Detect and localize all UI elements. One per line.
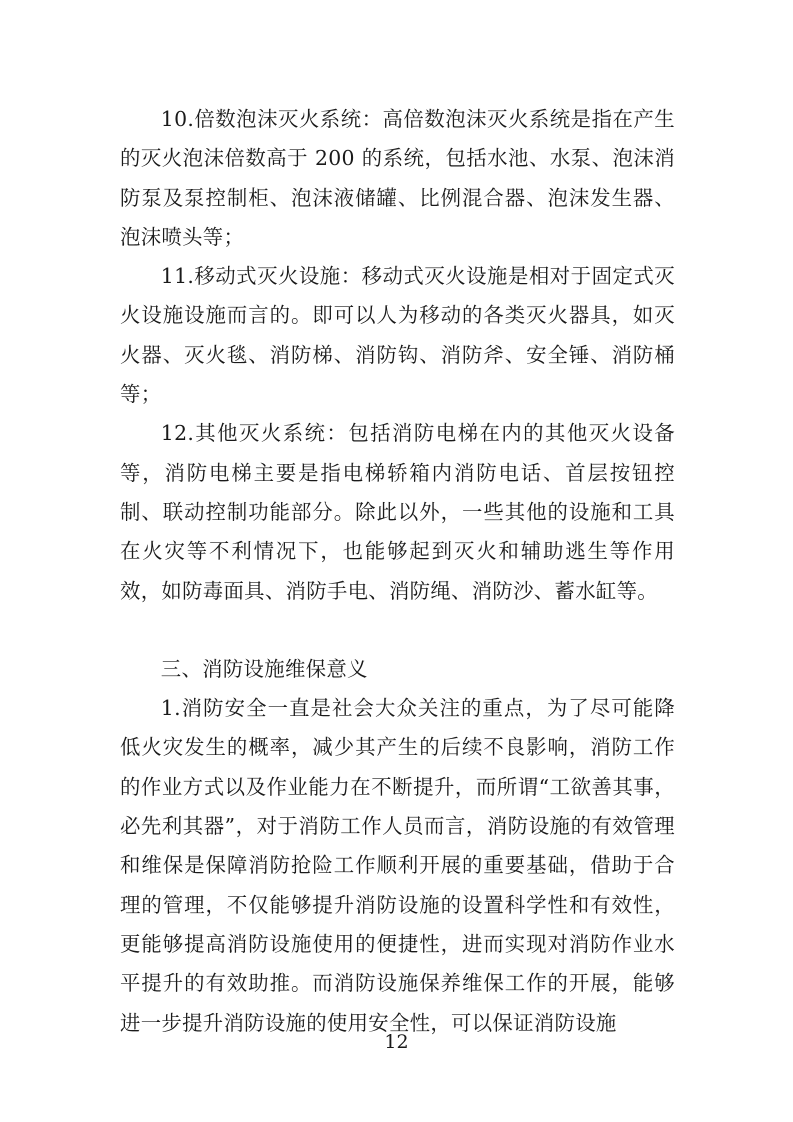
paragraph-mobile-extinguishing: 11.移动式灭火设施：移动式灭火设施是相对于固定式灭火设施设施而言的。即可以人为移动的各类灭火器具，如灭火器、灭火毯、消防梯、消防钩、消防斧、安全锤、消防桶等； — [120, 264, 675, 407]
paragraph-high-expansion-foam: 10.倍数泡沫灭火系统：高倍数泡沫灭火系统是指在产生的灭火泡沫倍数高于 200 的系统，包括水池、水泵、泡沫消防泵及泵控制柜、泡沫液储罐、比例混合器、泡沫发生器、泡沫喷头等； — [120, 107, 675, 249]
paragraph-maintenance-significance: 1.消防安全一直是社会大众关注的重点，为了尽可能降低火灾发生的概率，减少其产生的后续不良影响，消防工作的作业方式以及作业能力在不断提升，而所谓“工欲善其事，必先利其器”，对于消防工作人员而言，消防设施的有效管理和维保是保障消防抢险工作顺利开展的重要基础，借助于合理的管理，不仅能够提升消防设施的设置科学性和有效性，更能够提高消防设施使用的便捷性，进而实现对消防作业水平提升的有效助推。而消防设施保养维保工作的开展，能够进一步提升消防设施的使用安全性，可以保证消防设施 — [120, 696, 675, 1035]
page-content — [120, 100, 675, 1043]
section-heading: 三、消防设施维保意义 — [160, 656, 368, 681]
section-spacer — [120, 611, 675, 650]
page-number: 12 — [384, 1031, 409, 1053]
paragraph-other-systems: 12.其他灭火系统：包括消防电梯在内的其他灭火设备等，消防电梯主要是指电梯轿箱内消防电话、首层按钮控制、联动控制功能部分。除此以外，一些其他的设施和工具在火灾等不利情况下，也能够起到灭火和辅助逃生等作用效，如防毒面具、消防手电、消防绳、消防沙、蓄水缸等。 — [120, 421, 675, 603]
